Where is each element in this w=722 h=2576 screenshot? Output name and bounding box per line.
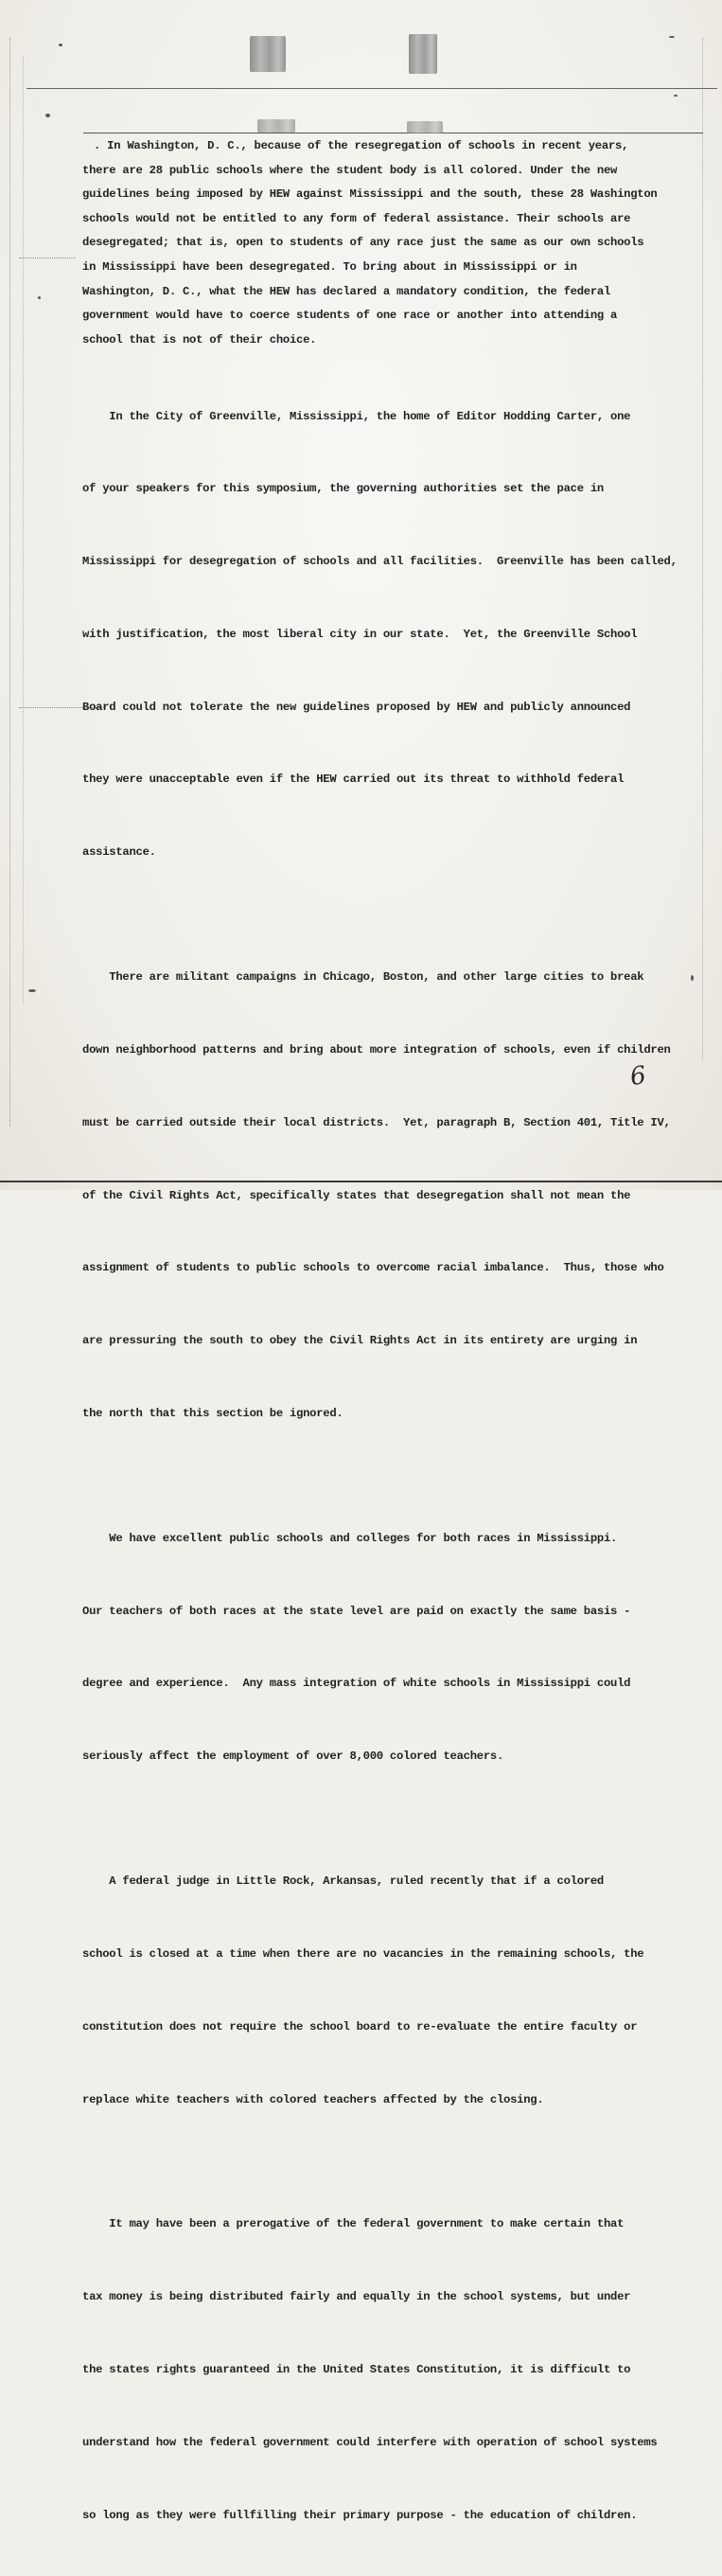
text-line: of the Civil Rights Act, specifically states that desegregation shall not mean the bbox=[82, 1188, 631, 1202]
text-line: school that is not of their choice. bbox=[82, 332, 317, 346]
scan-speck bbox=[669, 36, 675, 38]
text-line: desegregated; that is, open to students of any race just the same as our own schools bbox=[82, 236, 644, 250]
text-line: they were unacceptable even if the HEW carried out its threat to withhold federal bbox=[82, 773, 625, 787]
scan-speck bbox=[28, 989, 36, 992]
paragraph-washington bbox=[82, 134, 658, 352]
text-line: Mississippi for desegregation of schools and all facilities. Greenville has been called, bbox=[82, 555, 678, 569]
scan-speck bbox=[45, 114, 50, 117]
paragraph-little-rock bbox=[82, 1821, 650, 2160]
scan-speck bbox=[38, 296, 41, 299]
text-line: Our teachers of both races at the state level are paid on exactly the same basis - bbox=[82, 1604, 631, 1618]
text-line: Board could not tolerate the new guidelines proposed by HEW and publicly announced bbox=[82, 700, 631, 714]
text-line: We have excellent public schools and colleges for both races in Mississippi. bbox=[82, 1531, 618, 1545]
text-line: the north that this section be ignored. bbox=[82, 1406, 343, 1420]
page-edge-left bbox=[9, 38, 11, 1127]
text-line: schools would not be entitled to any form of federal assistance. Their schools are bbox=[82, 211, 631, 225]
text-line: assignment of students to public schools to overcome racial imbalance. Thus, those who bbox=[82, 1261, 664, 1275]
text-line: are pressuring the south to obey the Civil Rights Act in its entirety are urging in bbox=[82, 1334, 638, 1348]
scan-speck bbox=[691, 975, 694, 981]
page-edge-right bbox=[702, 38, 704, 1060]
text-line: school is closed at a time when there are no vacancies in the remaining schools, the bbox=[82, 1946, 644, 1961]
text-line: with justification, the most liberal city in our state. Yet, the Greenville School bbox=[82, 627, 638, 641]
binder-hole-mark bbox=[409, 34, 437, 74]
page-number: 6 bbox=[627, 1060, 648, 1093]
scan-speck bbox=[674, 95, 678, 97]
text-line: government would have to coerce students of one race or another into attending a bbox=[82, 309, 618, 323]
document-body bbox=[82, 134, 678, 2576]
scan-speck bbox=[59, 44, 62, 46]
text-line: understand how the federal government could interfere with operation of school systems bbox=[82, 2435, 658, 2449]
text-line: tax money is being distributed fairly and equally in the school systems, but under bbox=[82, 2290, 631, 2304]
text-line: seriously affect the employment of over 8,000 colored teachers. bbox=[82, 1750, 504, 1764]
text-line: It may have been a prerogative of the federal government to make certain that bbox=[82, 2217, 625, 2231]
text-line: constitution does not require the school board to re-evaluate the entire faculty or bbox=[82, 2019, 638, 2034]
page-edge-left-inner bbox=[23, 57, 25, 1004]
text-line: guidelines being imposed by HEW against Mississippi and the south, these 28 Washington bbox=[82, 187, 658, 202]
text-line: There are militant campaigns in Chicago, Boston, and other large cities to break bbox=[82, 970, 644, 985]
binder-hole-mark bbox=[407, 121, 443, 133]
text-line: in Mississippi have been desegregated. To bring about in Mississippi or in bbox=[82, 259, 577, 274]
text-line: Washington, D. C., what the HEW has declared a mandatory condition, the federal bbox=[82, 284, 611, 298]
paragraph-civil-rights bbox=[82, 917, 671, 1475]
top-rule bbox=[26, 88, 717, 89]
text-line: . In Washington, D. C., because of the resegregation of schools in recent years, bbox=[94, 139, 629, 152]
binder-hole-mark bbox=[250, 36, 286, 72]
paragraph-teachers bbox=[82, 1479, 650, 1818]
paragraph-federal-government bbox=[82, 2164, 658, 2576]
text-line: assistance. bbox=[82, 845, 156, 860]
text-line: there are 28 public schools where the student body is all colored. Under the new bbox=[82, 163, 618, 177]
paragraph-greenville bbox=[82, 356, 678, 914]
text-line: replace white teachers with colored teachers affected by the closing. bbox=[82, 2092, 544, 2106]
text-line: degree and experience. Any mass integration of white schools in Mississippi could bbox=[82, 1677, 631, 1691]
text-line: the states rights guaranteed in the United States Constitution, it is difficult to bbox=[82, 2363, 631, 2377]
text-line: so long as they were fullfilling their primary purpose - the education of children. bbox=[82, 2508, 638, 2522]
text-line: must be carried outside their local districts. Yet, paragraph B, Section 401, Title IV, bbox=[82, 1115, 671, 1129]
binder-hole-mark bbox=[257, 119, 295, 133]
text-line: of your speakers for this symposium, the governing authorities set the pace in bbox=[82, 482, 604, 496]
text-line: down neighborhood patterns and bring about more integration of schools, even if children bbox=[82, 1042, 671, 1057]
text-line: In the City of Greenville, Mississippi, the home of Editor Hodding Carter, one bbox=[82, 409, 631, 423]
text-line: A federal judge in Little Rock, Arkansas, ruled recently that if a colored bbox=[82, 1874, 604, 1889]
